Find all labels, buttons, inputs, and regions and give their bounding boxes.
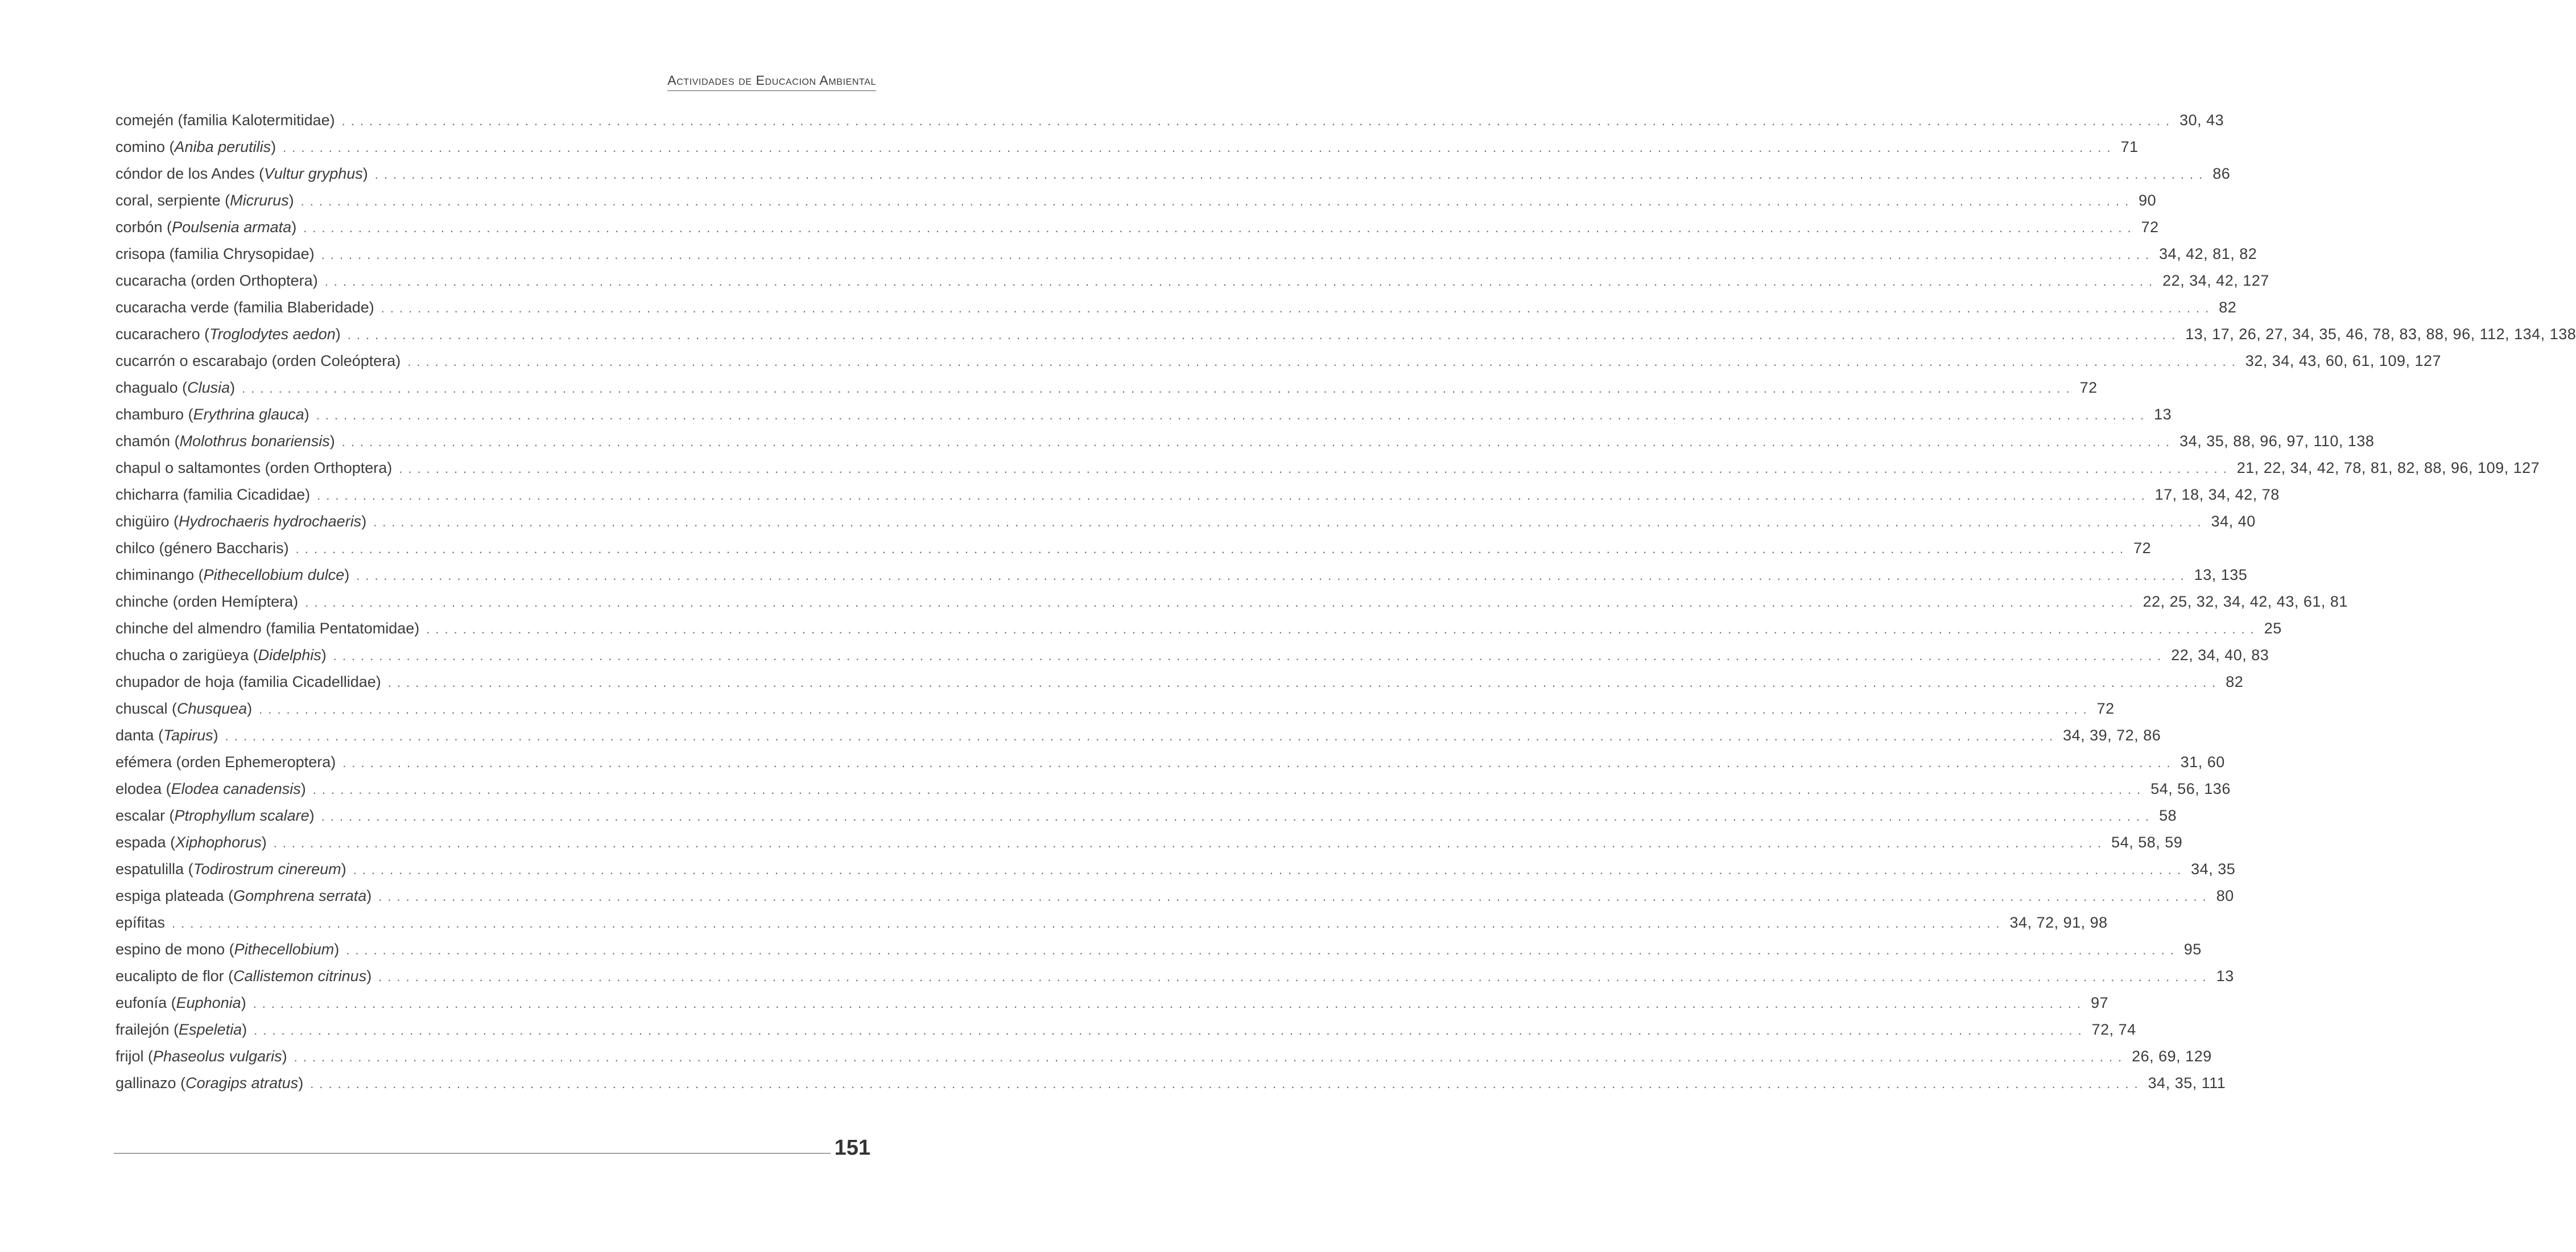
closing-paren: ) [241,994,246,1011]
index-entry [115,1021,2136,1048]
index-term [115,1048,294,1065]
index-term [115,834,274,851]
index-term [115,219,303,236]
page-references: 13 [2216,967,2234,985]
common-name: chigüiro ( [115,513,179,530]
index-term [115,807,321,825]
page-references: 34, 35, 88, 96, 97, 110, 138 [2179,433,2375,450]
scientific-name: Espeletia [179,1021,242,1038]
common-name: cucaracha (orden Orthoptera) [115,272,318,289]
page-references: 21, 22, 34, 42, 78, 81, 82, 88, 96, 109, 127 [2236,459,2540,476]
index-entry [115,807,2177,834]
index-term [115,352,407,370]
common-name: cucaracha verde (familia Blaberidade) [115,299,374,316]
common-name: escalar ( [115,807,175,824]
index-entry [115,379,2098,406]
dot-leader: ........................................................................................................................................................................................................ [225,729,2059,743]
dot-leader: ........................................................................................................................................................................................................ [333,649,2167,663]
dot-leader: ........................................................................................................................................................................................................ [353,863,2187,877]
common-name: cóndor de los Andes ( [115,165,265,182]
index-term [115,941,346,958]
index-term [115,646,333,664]
dot-leader: ........................................................................................................................................................................................................ [242,381,2075,396]
dot-leader: ........................................................................................................................................................................................................ [321,248,2155,262]
scientific-name: Phaseolus vulgaris [153,1048,282,1065]
common-name: chiminango ( [115,566,204,583]
common-name: eucalipto de flor ( [115,967,234,985]
common-name: espada ( [115,834,176,851]
scientific-name: Chusquea [177,700,247,717]
page-references: 34, 42, 81, 82 [2159,245,2257,262]
page-references: 30, 43 [2179,112,2224,129]
index-entry [115,620,2282,646]
index-entry [115,914,2108,941]
index-term [115,727,225,744]
index-term [115,994,253,1012]
index-term [115,1074,310,1092]
common-name: chinche (orden Hemíptera) [115,593,299,610]
scientific-name: Tapirus [163,727,213,744]
dot-leader: ........................................................................................................................................................................................................ [399,462,2232,476]
index-term [115,673,388,691]
index-list [115,112,2576,1101]
index-entry [115,513,2256,539]
index-entry [115,673,2244,700]
scientific-name: Poulsenia armata [172,219,292,236]
dot-leader: ........................................................................................................................................................................................................ [300,194,2135,208]
page-references: 34, 40 [2211,513,2256,530]
closing-paren: ) [362,165,368,182]
index-term [115,192,301,209]
dot-leader: ........................................................................................................................................................................................................ [317,488,2150,503]
dot-leader: ........................................................................................................................................................................................................ [310,1077,2144,1091]
index-entry [115,138,2139,165]
page-references: 71 [2120,138,2139,155]
page-references: 13, 17, 26, 27, 34, 35, 46, 78, 83, 88, 96, 112, 134, 138 [2185,326,2576,343]
closing-paren: ) [329,433,335,450]
dot-leader: ........................................................................................................................................................................................................ [321,809,2155,823]
index-term [115,513,373,530]
page-references: 22, 34, 40, 83 [2171,646,2269,664]
common-name: comején (familia Kalotermitidae) [115,112,335,129]
dot-leader: ........................................................................................................................................................................................................ [295,542,2129,556]
index-term [115,593,305,611]
index-term [115,165,375,183]
common-name: efémera (orden Ephemeroptera) [115,753,336,771]
page-references: 95 [2183,941,2202,958]
common-name: chilco (género Baccharis) [115,539,289,557]
common-name: chapul o saltamontes (orden Orthoptera) [115,459,393,476]
common-name: gallinazo ( [115,1074,186,1092]
page-references: 34, 35 [2191,860,2236,878]
dot-leader: ........................................................................................................................................................................................................ [356,569,2190,583]
page-references: 22, 25, 32, 34, 42, 43, 61, 81 [2142,593,2348,610]
page-references: 34, 35, 111 [2148,1074,2226,1092]
common-name: chamón ( [115,433,180,450]
scientific-name: Ptrophyllum scalare [174,807,309,824]
index-entry [115,326,2576,352]
dot-leader: ........................................................................................................................................................................................................ [373,515,2207,529]
index-term [115,566,356,584]
common-name: espiga plateada ( [115,887,234,904]
index-entry [115,406,2172,433]
dot-leader: ........................................................................................................................................................................................................ [283,141,2116,155]
index-entry [115,860,2236,887]
index-entry [115,646,2269,673]
page-references: 82 [2226,673,2244,690]
index-entry [115,459,2540,486]
page-references: 72 [2096,700,2115,717]
closing-paren: ) [309,807,315,824]
index-entry [115,700,2115,727]
scientific-name: Micrurus [230,192,289,209]
index-term [115,406,316,423]
index-entry [115,1048,2212,1074]
common-name: frailejón ( [115,1021,179,1038]
index-entry [115,566,2248,593]
dot-leader: ........................................................................................................................................................................................................ [324,274,2158,289]
scientific-name: Aniba perutilis [174,138,271,155]
index-term [115,967,378,985]
index-entry [115,994,2109,1021]
running-header: Actividades de Educacion Ambiental [667,73,876,91]
closing-paren: ) [271,138,276,155]
common-name: eufonía ( [115,994,176,1011]
index-entry [115,727,2161,753]
index-entry [115,219,2159,245]
index-term [115,379,242,397]
common-name: chamburo ( [115,406,193,423]
dot-leader: ........................................................................................................................................................................................................ [378,970,2212,984]
closing-paren: ) [288,192,294,209]
dot-leader: ........................................................................................................................................................................................................ [381,301,2215,315]
index-entry [115,165,2231,192]
closing-paren: ) [321,646,327,664]
index-entry [115,887,2234,914]
dot-leader: ........................................................................................................................................................................................................ [253,996,2087,1011]
common-name: elodea ( [115,780,171,797]
scientific-name: Pithecellobium [234,941,335,958]
scientific-name: Coragips atratus [185,1074,299,1092]
index-entry [115,299,2237,326]
common-name: comino ( [115,138,175,155]
index-term [115,780,313,798]
closing-paren: ) [344,566,350,583]
closing-paren: ) [261,834,267,851]
scientific-name: Xiphophorus [175,834,262,851]
common-name: chupador de hoja (familia Cicadellidae) [115,673,381,690]
index-entry [115,352,2442,379]
page-number: 151 [834,1136,870,1160]
page-references: 31, 60 [2180,753,2225,771]
index-entry [115,539,2152,566]
scientific-name: Molothrus bonariensis [179,433,330,450]
index-entry [115,245,2257,272]
dot-leader: ........................................................................................................................................................................................................ [378,889,2212,904]
scientific-name: Elodea canadensis [171,780,301,797]
page-references: 34, 39, 72, 86 [2063,727,2161,744]
index-term [115,433,342,450]
index-term [115,272,325,290]
dot-leader: ........................................................................................................................................................................................................ [273,836,2107,850]
index-term [115,1021,254,1039]
dot-leader: ........................................................................................................................................................................................................ [305,595,2139,609]
page-references: 13 [2154,406,2172,423]
index-entry [115,486,2280,513]
page-references: 13, 135 [2194,566,2248,583]
common-name: chinche del almendro (familia Pentatomidae) [115,620,420,637]
index-term [115,299,381,316]
footer-rule [114,1153,831,1154]
dot-leader: ........................................................................................................................................................................................................ [316,408,2150,422]
common-name: espino de mono ( [115,941,234,958]
page-references: 25 [2264,620,2282,637]
closing-paren: ) [366,967,372,985]
index-entry [115,593,2348,620]
index-term [115,112,342,129]
dot-leader: ........................................................................................................................................................................................................ [259,702,2092,716]
dot-leader: ........................................................................................................................................................................................................ [374,167,2208,182]
page-references: 80 [2216,887,2234,904]
common-name: coral, serpiente ( [115,192,230,209]
index-entry [115,192,2157,219]
index-entry [115,941,2202,967]
page-references: 54, 56, 136 [2150,780,2231,797]
closing-paren: ) [341,860,346,878]
index-term [115,914,172,932]
closing-paren: ) [230,379,236,396]
index-entry [115,834,2183,860]
page-references: 26, 69, 129 [2132,1048,2212,1065]
index-term [115,459,399,477]
dot-leader: ........................................................................................................................................................................................................ [312,782,2146,797]
page-references: 72, 74 [2091,1021,2136,1038]
common-name: crisopa (familia Chrysopidae) [115,245,315,262]
index-entry [115,780,2231,807]
dot-leader: ........................................................................................................................................................................................................ [254,1023,2087,1037]
page-references: 72 [2133,539,2152,557]
scientific-name: Troglodytes aedon [209,326,336,343]
closing-paren: ) [334,941,340,958]
page-references: 72 [2079,379,2098,396]
common-name: frijol ( [115,1048,153,1065]
scientific-name: Euphonia [176,994,241,1011]
common-name: chagualo ( [115,379,188,396]
index-term [115,860,353,878]
closing-paren: ) [213,727,218,744]
closing-paren: ) [300,780,306,797]
scientific-name: Erythrina glauca [193,406,304,423]
dot-leader: ........................................................................................................................................................................................................ [341,114,2175,128]
page-references: 82 [2219,299,2237,316]
common-name: corbón ( [115,219,172,236]
index-entry [115,433,2375,459]
closing-paren: ) [335,326,341,343]
scientific-name: Clusia [187,379,230,396]
index-entry [115,112,2224,138]
closing-paren: ) [304,406,309,423]
dot-leader: ........................................................................................................................................................................................................ [294,1050,2128,1064]
closing-paren: ) [242,1021,247,1038]
closing-paren: ) [282,1048,287,1065]
index-entry [115,1074,2226,1101]
dot-leader: ........................................................................................................................................................................................................ [426,622,2260,636]
page-references: 97 [2091,994,2109,1011]
dot-leader: ........................................................................................................................................................................................................ [387,676,2222,690]
scientific-name: Vultur gryphus [264,165,363,182]
index-term [115,620,426,637]
index-term [115,539,296,557]
index-entry [115,753,2225,780]
closing-paren: ) [366,887,372,904]
common-name: chicharra (familia Cicadidae) [115,486,311,503]
page-references: 58 [2159,807,2177,824]
dot-leader: ........................................................................................................................................................................................................ [303,221,2137,235]
scientific-name: Callistemon citrinus [233,967,367,985]
index-entry [115,967,2234,994]
common-name: epífitas [115,914,166,931]
dot-leader: ........................................................................................................................................................................................................ [347,328,2181,342]
page-references: 90 [2139,192,2157,209]
closing-paren: ) [247,700,253,717]
page-references: 54, 58, 59 [2111,834,2183,851]
page-references: 22, 34, 42, 127 [2162,272,2269,289]
page-references: 17, 18, 34, 42, 78 [2154,486,2280,503]
index-term [115,887,378,905]
scientific-name: Todirostrum cinereum [193,860,341,878]
index-term [115,753,342,771]
dot-leader: ........................................................................................................................................................................................................ [342,756,2176,770]
closing-paren: ) [298,1074,304,1092]
index-term [115,326,348,343]
scientific-name: Gomphrena serrata [233,887,367,904]
index-term [115,700,259,718]
index-term [115,486,317,504]
page-references: 34, 72, 91, 98 [2009,914,2108,931]
closing-paren: ) [361,513,367,530]
index-entry [115,272,2269,299]
common-name: cucarachero ( [115,326,210,343]
dot-leader: ........................................................................................................................................................................................................ [407,355,2241,369]
page-references: 32, 34, 43, 60, 61, 109, 127 [2245,352,2442,369]
dot-leader: ........................................................................................................................................................................................................ [346,943,2179,957]
common-name: espatulilla ( [115,860,193,878]
common-name: cucarrón o escarabajo (orden Coleóptera) [115,352,401,369]
dot-leader: ........................................................................................................................................................................................................ [172,916,2005,930]
page-references: 72 [2141,219,2159,236]
scientific-name: Pithecellobium dulce [203,566,345,583]
scientific-name: Hydrochaeris hydrochaeris [179,513,362,530]
common-name: danta ( [115,727,164,744]
common-name: chucha o zarigüeya ( [115,646,258,664]
page-references: 86 [2212,165,2231,182]
index-term [115,245,321,263]
closing-paren: ) [291,219,297,236]
common-name: chuscal ( [115,700,177,717]
scientific-name: Didelphis [258,646,321,664]
dot-leader: ........................................................................................................................................................................................................ [341,435,2175,449]
index-term [115,138,283,156]
